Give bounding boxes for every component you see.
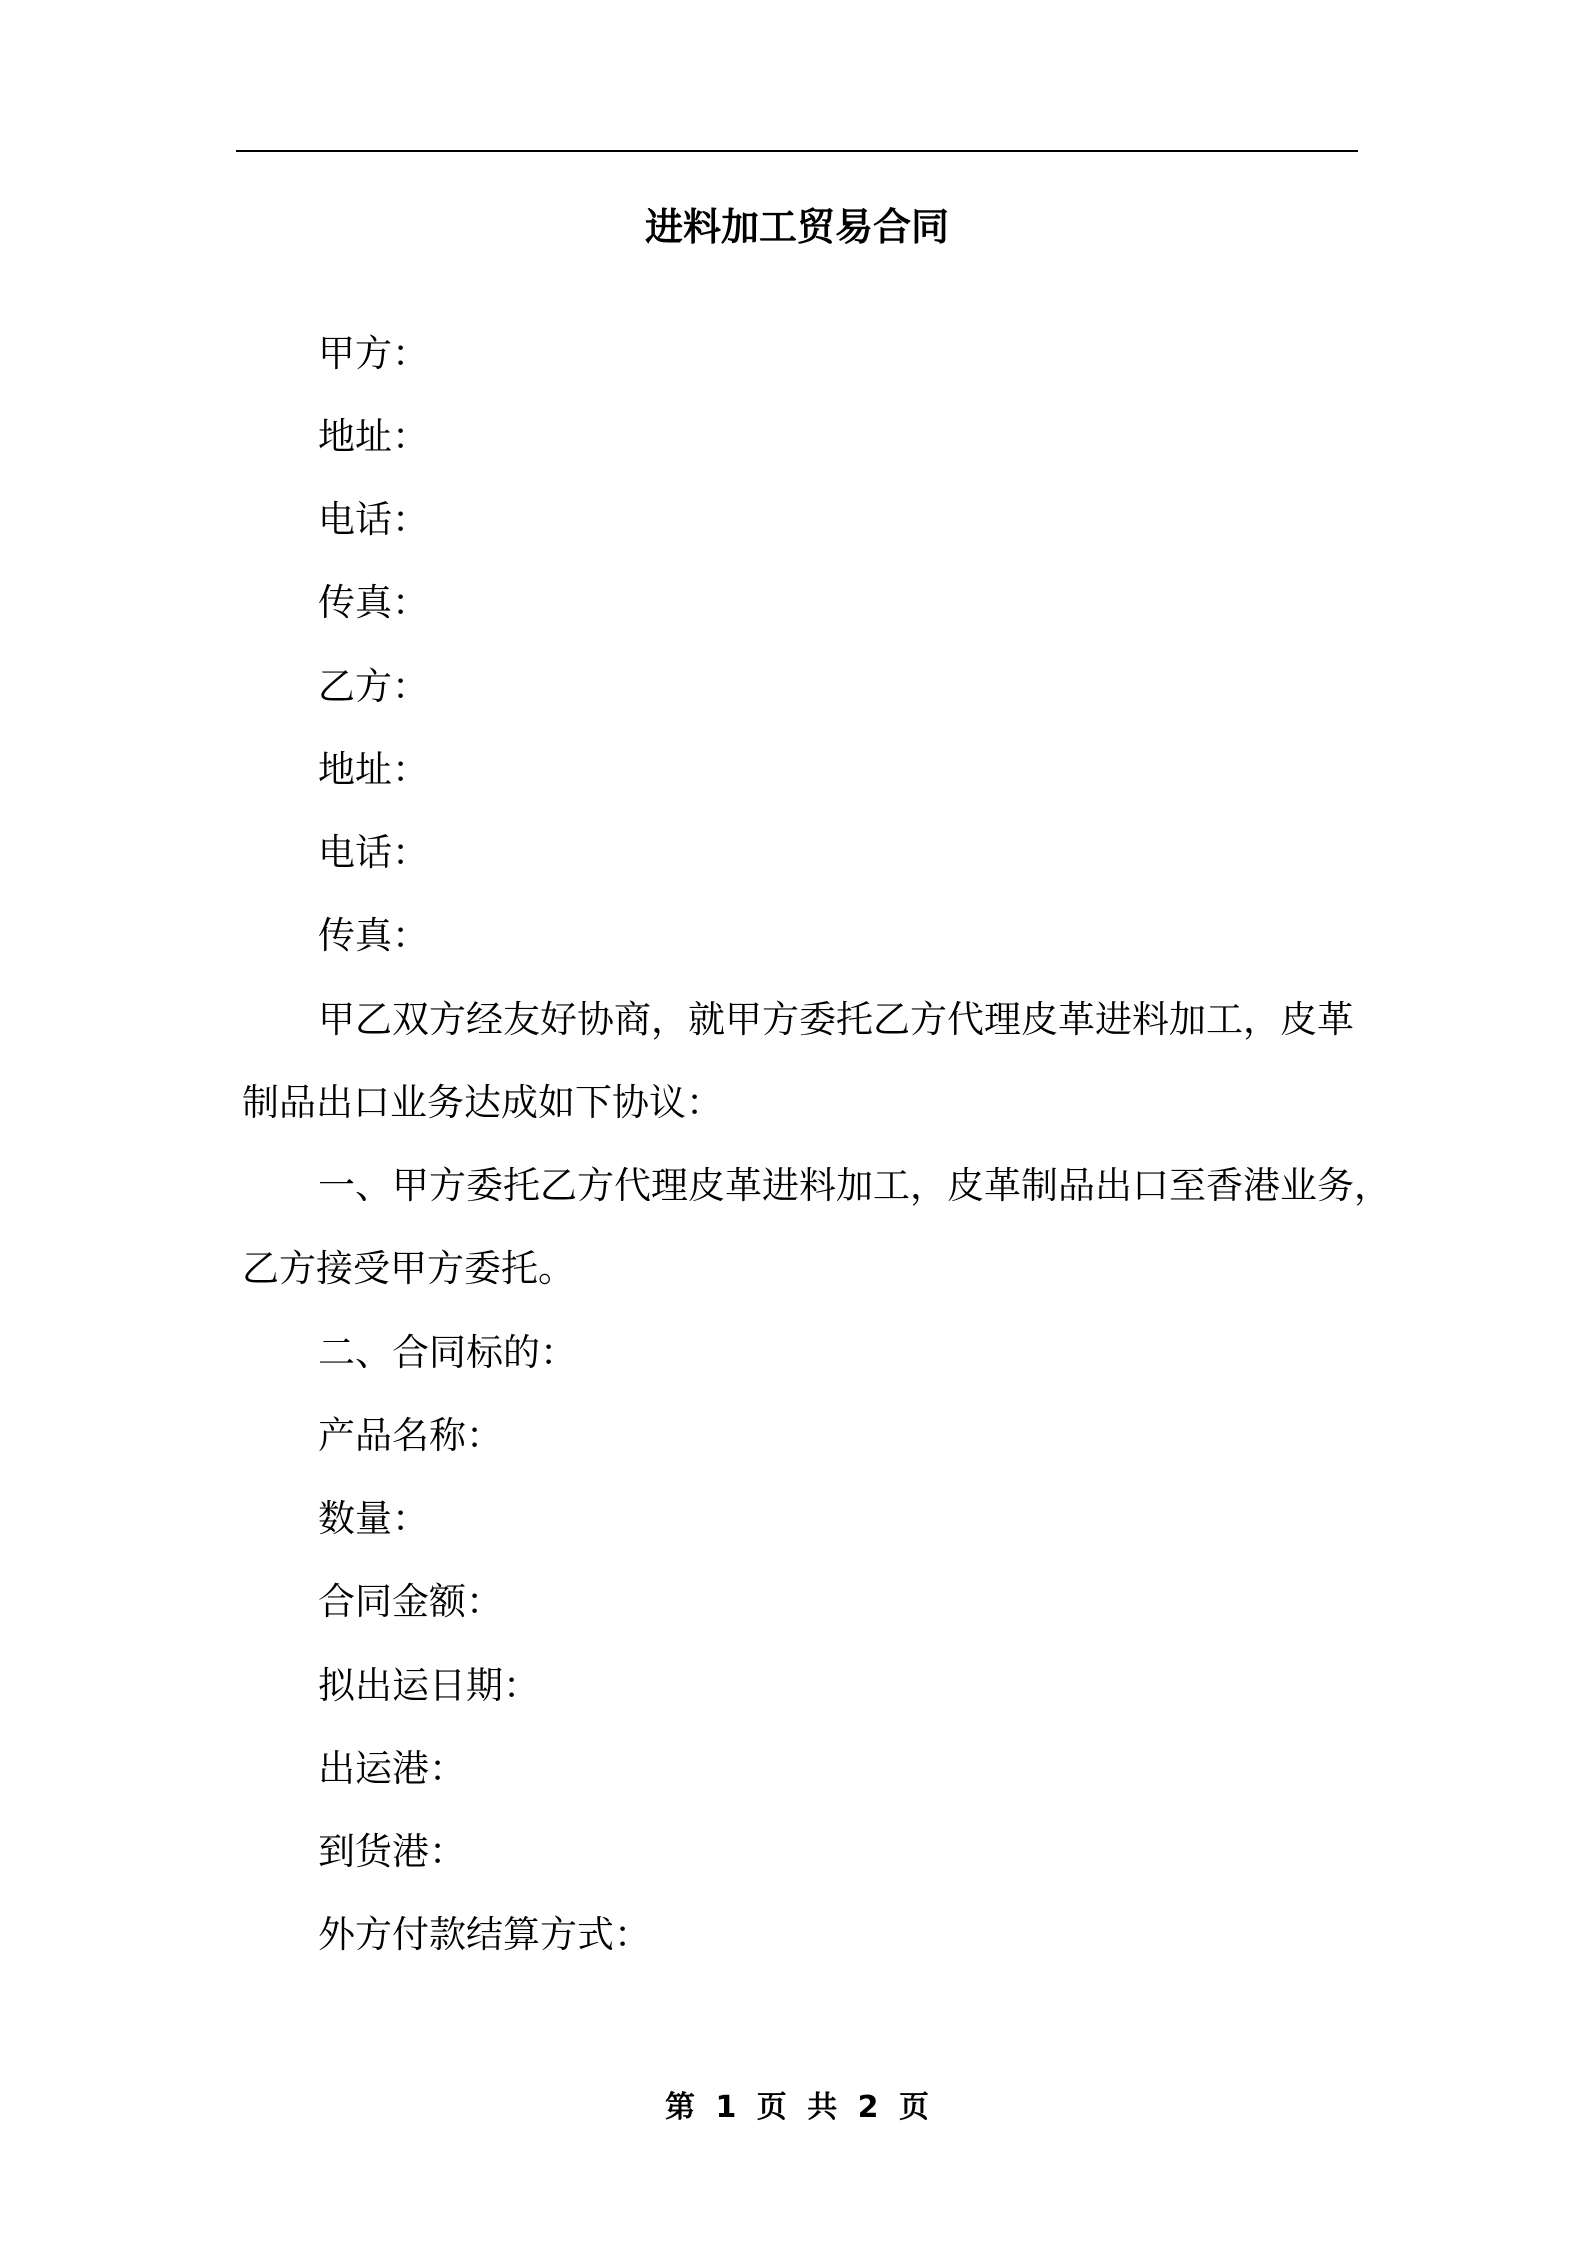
port-of-destination-label: 到货港： — [318, 1830, 466, 1873]
page-indicator: 第 1 页 共 2 页 — [665, 2090, 929, 2125]
clause-1-line-1: 一、甲方委托乙方代理皮革进料加工，皮革制品出口至香港业务， — [318, 1164, 1391, 1207]
party-b-fax-label: 传真： — [318, 914, 429, 957]
party-a-label: 甲方： — [318, 332, 429, 375]
contract-amount-label: 合同金额： — [318, 1580, 503, 1623]
intro-paragraph-line-1: 甲乙双方经友好协商，就甲方委托乙方代理皮革进料加工，皮革 — [318, 998, 1354, 1041]
planned-ship-date-label: 拟出运日期： — [318, 1664, 540, 1707]
clause-1-line-2: 乙方接受甲方委托。 — [242, 1247, 575, 1290]
document-title: 进料加工贸易合同 — [644, 205, 949, 249]
intro-paragraph-line-2: 制品出口业务达成如下协议： — [242, 1081, 723, 1124]
clause-2-heading: 二、合同标的： — [318, 1331, 577, 1374]
product-name-label: 产品名称： — [318, 1414, 503, 1457]
quantity-label: 数量： — [318, 1497, 429, 1540]
party-a-phone-label: 电话： — [318, 498, 429, 541]
party-a-fax-label: 传真： — [318, 581, 429, 624]
party-b-label: 乙方： — [318, 665, 429, 708]
party-b-address-label: 地址： — [318, 748, 429, 791]
party-b-phone-label: 电话： — [318, 831, 429, 874]
port-of-shipment-label: 出运港： — [318, 1747, 466, 1790]
party-a-address-label: 地址： — [318, 415, 429, 458]
header-rule — [236, 150, 1358, 152]
payment-method-label: 外方付款结算方式： — [318, 1913, 651, 1956]
